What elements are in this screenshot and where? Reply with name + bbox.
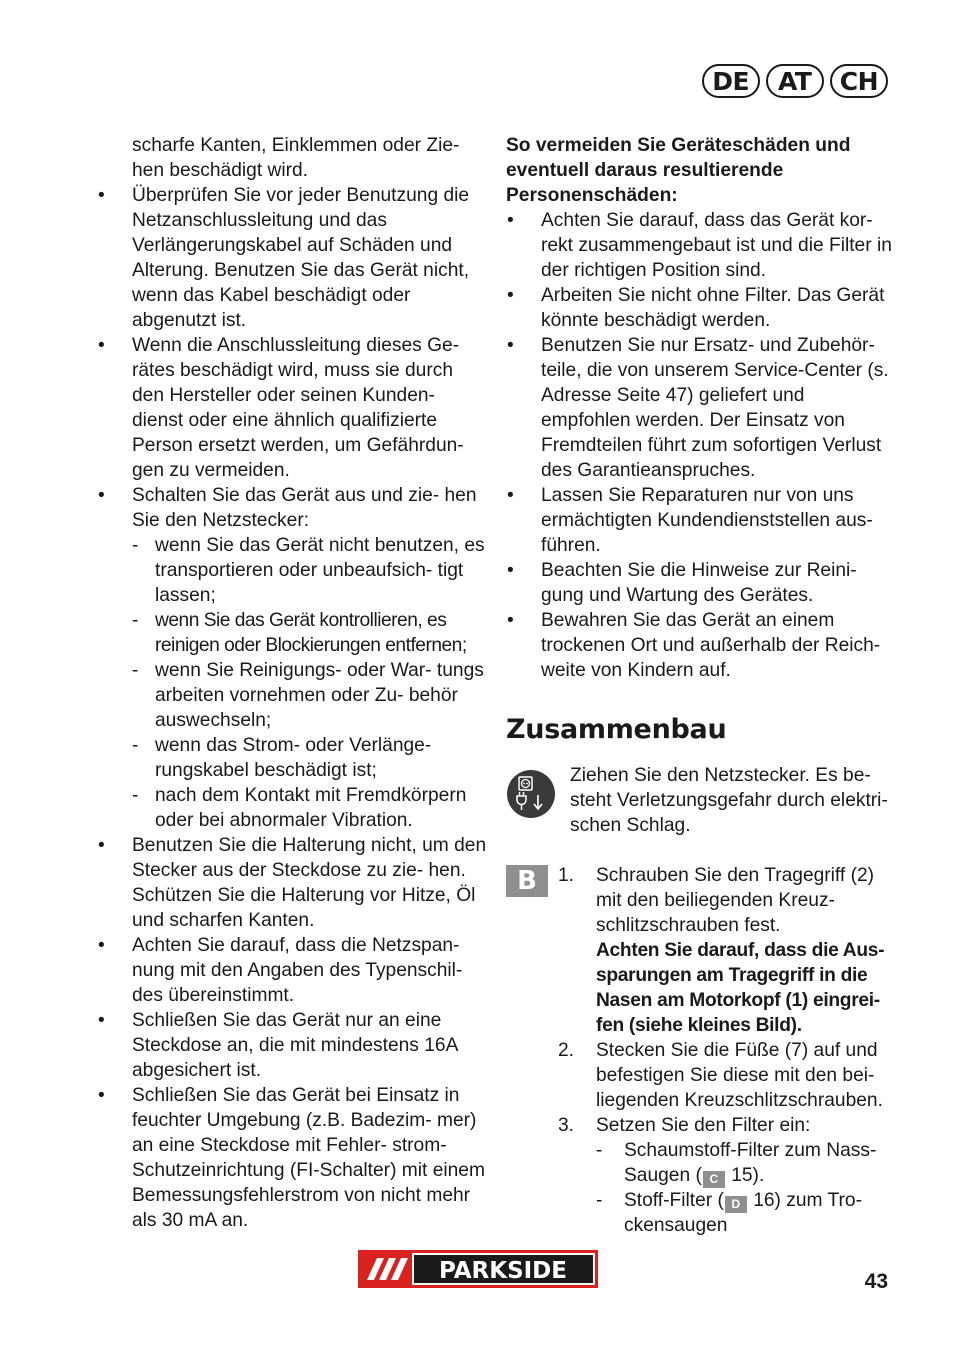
step-item	[558, 1038, 898, 1113]
bullet-item: • Schließen Sie das Gerät bei Einsatz in feuchter Umgebung (z.B. Badezim- mer) an eine Steckdose mit Fehler- strom-Schutzeinrichtung (FI-Schalter) mit einem Bemessungsfehlerstrom von nicht mehr als 30 mA an.	[96, 1083, 488, 1233]
dash-item: - wenn Sie Reinigungs- oder War- tungs arbeiten vornehmen oder Zu- behör auswechseln;	[132, 658, 488, 733]
dash-text: 15).	[725, 1165, 765, 1186]
lang-badge-at: AT	[766, 64, 824, 98]
page-number: 43	[864, 1270, 888, 1293]
dash-text: Stoff-Filter (	[624, 1190, 724, 1211]
bullet-item: • Achten Sie darauf, dass die Netzspan- nung mit den Angaben des Typenschil- des übereinstimmt.	[96, 933, 488, 1008]
dash-item: - wenn Sie das Gerät kontrollieren, es reinigen oder Blockierungen entfernen;	[132, 608, 488, 658]
assembly-steps	[506, 863, 898, 1238]
parkside-logo	[358, 1250, 598, 1288]
bullet-item: • Benutzen Sie die Halterung nicht, um den Stecker aus der Steckdose zu zie- hen. Schützen Sie die Halterung vor Hitze, Öl und scharfen Kanten.	[96, 833, 488, 933]
step-number: 3.	[558, 1115, 575, 1136]
dash-item	[596, 1188, 898, 1238]
bullet-item: • Achten Sie darauf, dass das Gerät kor- rekt zusammengebaut ist und die Filter in der richtigen Position sind.	[506, 208, 898, 283]
bullet-item: • Benutzen Sie nur Ersatz- und Zubehör- teile, die von unserem Service-Center (s. Adresse Seite 47) geliefert und empfohlen werden. Der Einsatz von Fremdteilen führt zum sofortigen Verlust des Garantieanspruches.	[506, 333, 898, 483]
figure-d-badge: D	[725, 1196, 747, 1213]
damage-bullet-list	[506, 208, 898, 683]
step-number: 1.	[558, 865, 575, 886]
bullet-item	[96, 483, 488, 833]
step-list	[558, 863, 898, 1238]
damage-prevention-heading: So vermeiden Sie Geräteschäden und eventuell daraus resultierende Personenschäden:	[506, 135, 851, 206]
bullet-item: • Wenn die Anschlussleitung dieses Ge- rätes beschädigt wird, muss sie durch den Hersteller oder seinen Kunden- dienst oder eine ähnlich qualifizierte Person ersetzt werden, um Gefährdun- gen zu vermeiden.	[96, 333, 488, 483]
dash-text: 16) zum Tro- ckensaugen	[624, 1190, 862, 1236]
figure-c-badge: C	[703, 1171, 725, 1188]
bullet-item: • Bewahren Sie das Gerät an einem trockenen Ort und außerhalb der Reich- weite von Kindern auf.	[506, 608, 898, 683]
lang-badge-ch: CH	[830, 64, 888, 98]
step-text: Schrauben Sie den Tragegriff (2) mit den beiliegenden Kreuz- schlitzschrauben fest.	[596, 865, 875, 936]
bullet-item: • Arbeiten Sie nicht ohne Filter. Das Gerät könnte beschädigt werden.	[506, 283, 898, 333]
bullet-item: • Überprüfen Sie vor jeder Benutzung die Netzanschlussleitung und das Verlängerungskabel auf Schäden und Alterung. Benutzen Sie das Gerät nicht, wenn das Kabel beschädigt oder abgenutzt ist.	[96, 183, 488, 333]
bullet-text: Schalten Sie das Gerät aus und zie- hen Sie den Netzstecker:	[132, 485, 477, 531]
brand-text: PARKSIDE	[438, 1258, 568, 1284]
step-text: Stecken Sie die Füße (7) auf und befestigen Sie diese mit den bei- liegenden Kreuzschlitzschrauben.	[596, 1040, 883, 1111]
step-text: Setzen Sie den Filter ein:	[596, 1115, 811, 1136]
continued-text: scharfe Kanten, Einklemmen oder Zie- hen beschädigt wird.	[132, 135, 460, 181]
bullet-item: • Schließen Sie das Gerät nur an eine Steckdose an, die mit mindestens 16A abgesichert ist.	[96, 1008, 488, 1083]
dash-list	[132, 533, 488, 833]
step-number: 2.	[558, 1040, 575, 1061]
figure-b-badge: B	[506, 865, 548, 897]
bullet-item: • Beachten Sie die Hinweise zur Reini- gung und Wartung des Gerätes.	[506, 558, 898, 608]
unplug-icon	[506, 769, 556, 819]
step-note-bold: Achten Sie darauf, dass die Aus- sparungen am Tragegriff in die Nasen am Motorkopf (1) eingrei- fen (siehe kleines Bild).	[596, 940, 885, 1036]
dash-item: - nach dem Kontakt mit Fremdkörpern oder bei abnormaler Vibration.	[132, 783, 488, 833]
step-item	[558, 863, 898, 1038]
unplug-warning	[506, 763, 898, 838]
dash-item: - wenn das Strom- oder Verlänge- rungskabel beschädigt ist;	[132, 733, 488, 783]
left-column	[96, 133, 488, 1233]
section-title: Zusammenbau	[506, 714, 727, 745]
right-column	[506, 133, 898, 1238]
bullet-item: • Lassen Sie Reparaturen nur von uns ermächtigten Kundendienststellen aus- führen.	[506, 483, 898, 558]
lang-badge-de: DE	[702, 64, 760, 98]
language-badges	[702, 64, 888, 98]
filter-dash-list	[596, 1138, 898, 1238]
step-item	[558, 1113, 898, 1238]
dash-item	[596, 1138, 898, 1188]
dash-item: - wenn Sie das Gerät nicht benutzen, es transportieren oder unbeaufsich- tigt lassen;	[132, 533, 488, 608]
safety-bullet-list	[96, 183, 488, 1233]
dash-text: Schaumstoff-Filter zum Nass-Saugen (	[624, 1140, 877, 1186]
warning-text: Ziehen Sie den Netzstecker. Es be- steht Verletzungsgefahr durch elektri- schen Schlag.	[570, 765, 888, 836]
